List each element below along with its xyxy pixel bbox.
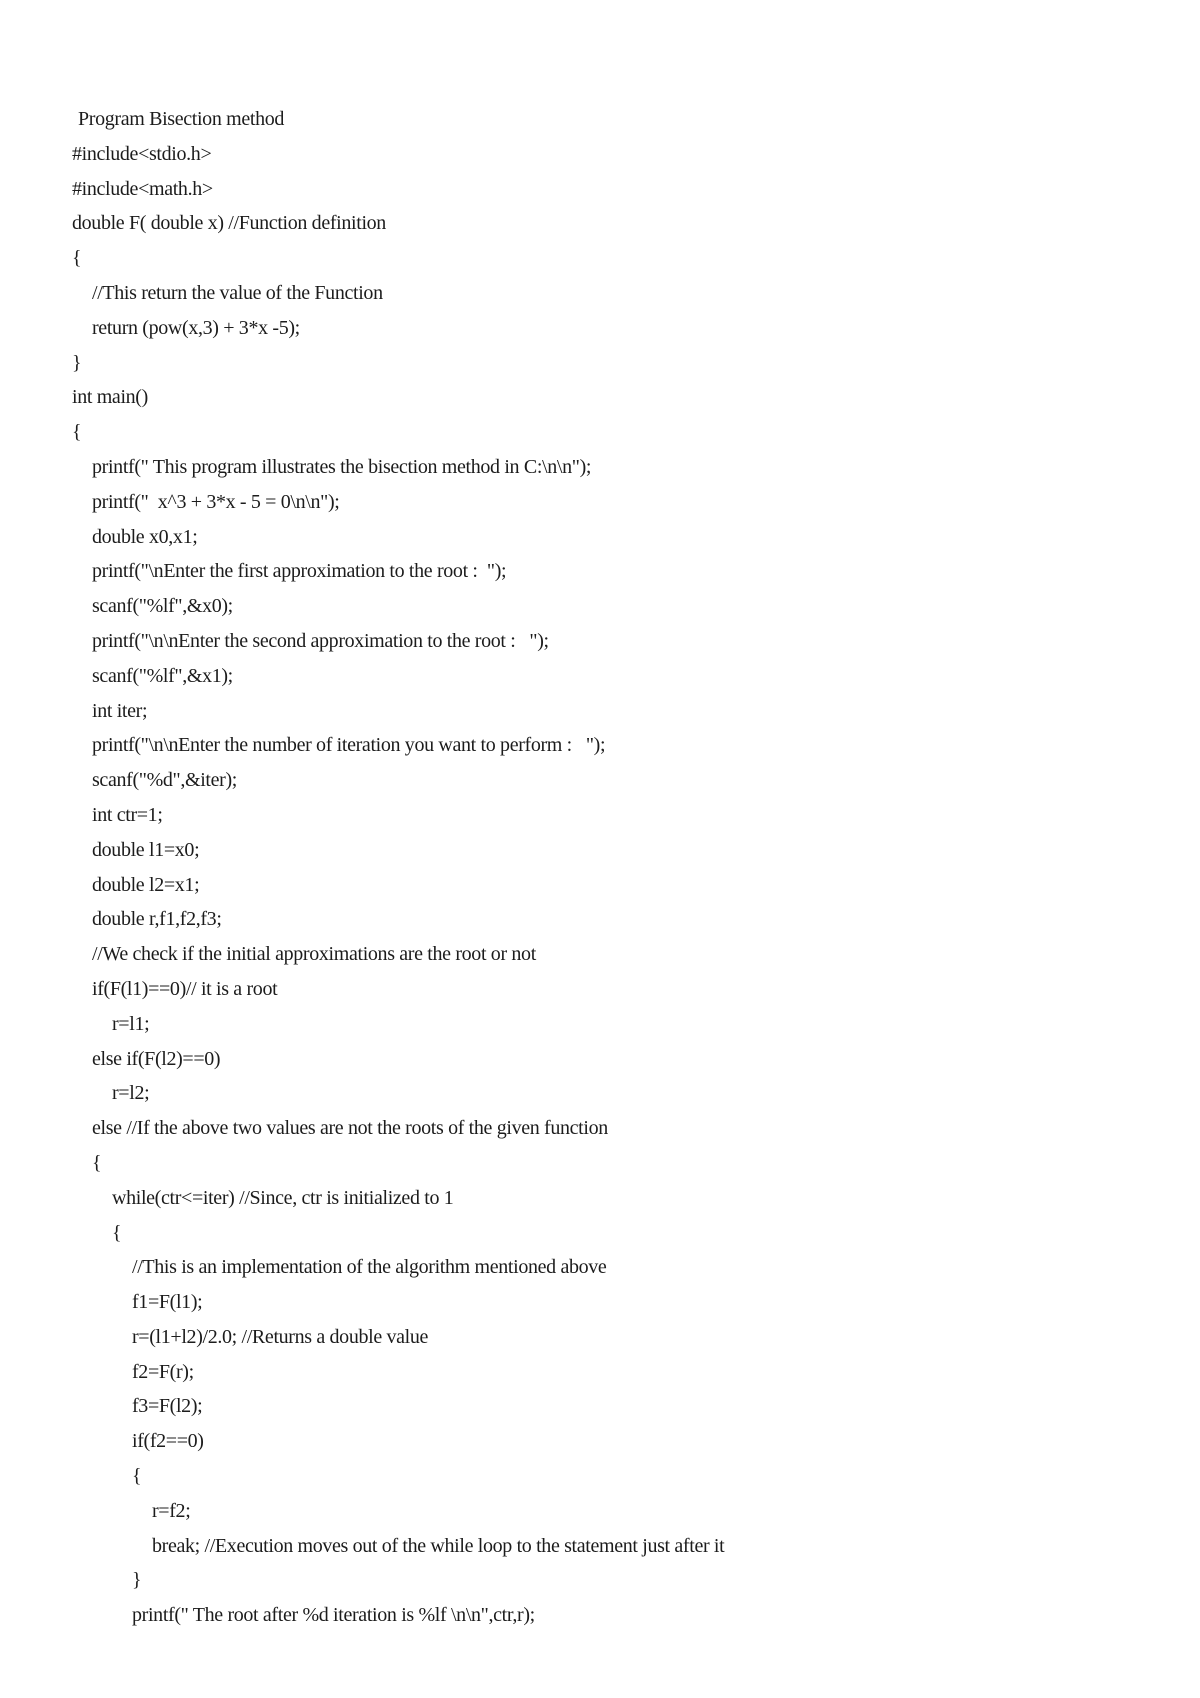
code-line: r=l2; [112, 1082, 150, 1105]
code-line: scanf("%lf",&x0); [92, 595, 233, 618]
code-line: f3=F(l2); [132, 1395, 203, 1418]
code-line: double r,f1,f2,f3; [92, 908, 222, 931]
code-line: return (pow(x,3) + 3*x -5); [92, 316, 300, 339]
code-line: double x0,x1; [92, 525, 198, 548]
code-line: printf(" x^3 + 3*x - 5 = 0\n\n"); [92, 490, 340, 513]
code-line: break; //Execution moves out of the while loop to the statement just after it [152, 1534, 725, 1557]
code-line: //This is an implementation of the algorithm mentioned above [132, 1256, 607, 1279]
code-line: printf("\nEnter the first approximation to the root : "); [92, 560, 507, 583]
code-line: scanf("%lf",&x1); [92, 664, 233, 687]
code-line: double l1=x0; [92, 838, 200, 861]
code-line: //This return the value of the Function [92, 281, 383, 304]
code-line: double l2=x1; [92, 873, 200, 896]
code-line: { [72, 247, 82, 270]
code-listing [72, 102, 1152, 1633]
code-line: else if(F(l2)==0) [92, 1047, 221, 1070]
code-line: printf(" The root after %d iteration is %lf \n\n",ctr,r); [132, 1604, 535, 1627]
code-line: f1=F(l1); [132, 1291, 203, 1314]
code-line: r=f2; [152, 1499, 191, 1522]
code-line: //We check if the initial approximations are the root or not [92, 943, 536, 966]
code-line: { [132, 1465, 142, 1488]
code-line: else //If the above two values are not the roots of the given function [92, 1117, 608, 1140]
code-line: r=l1; [112, 1012, 150, 1035]
code-line: r=(l1+l2)/2.0; //Returns a double value [132, 1325, 429, 1348]
code-line: } [132, 1569, 142, 1592]
code-line: if(F(l1)==0)// it is a root [92, 977, 278, 1000]
code-line: #include<math.h> [72, 177, 213, 200]
code-line: int main() [72, 386, 148, 409]
code-line: printf("\n\nEnter the second approximation to the root : "); [92, 629, 549, 652]
document-title: Program Bisection method [78, 108, 285, 130]
code-line: if(f2==0) [132, 1430, 204, 1453]
code-line: #include<stdio.h> [72, 142, 212, 165]
code-line: { [72, 421, 82, 444]
code-line: int ctr=1; [92, 803, 163, 826]
code-line: scanf("%d",&iter); [92, 769, 237, 792]
code-line: double F( double x) //Function definition [72, 212, 386, 235]
code-line: { [112, 1221, 122, 1244]
code-line: printf("\n\nEnter the number of iteration you want to perform : "); [92, 734, 606, 757]
code-line: while(ctr<=iter) //Since, ctr is initialized to 1 [112, 1186, 454, 1209]
code-line: f2=F(r); [132, 1360, 194, 1383]
code-line: int iter; [92, 699, 148, 722]
code-line: printf(" This program illustrates the bisection method in C:\n\n"); [92, 455, 592, 478]
code-line: } [72, 351, 82, 374]
code-line: { [92, 1151, 102, 1174]
